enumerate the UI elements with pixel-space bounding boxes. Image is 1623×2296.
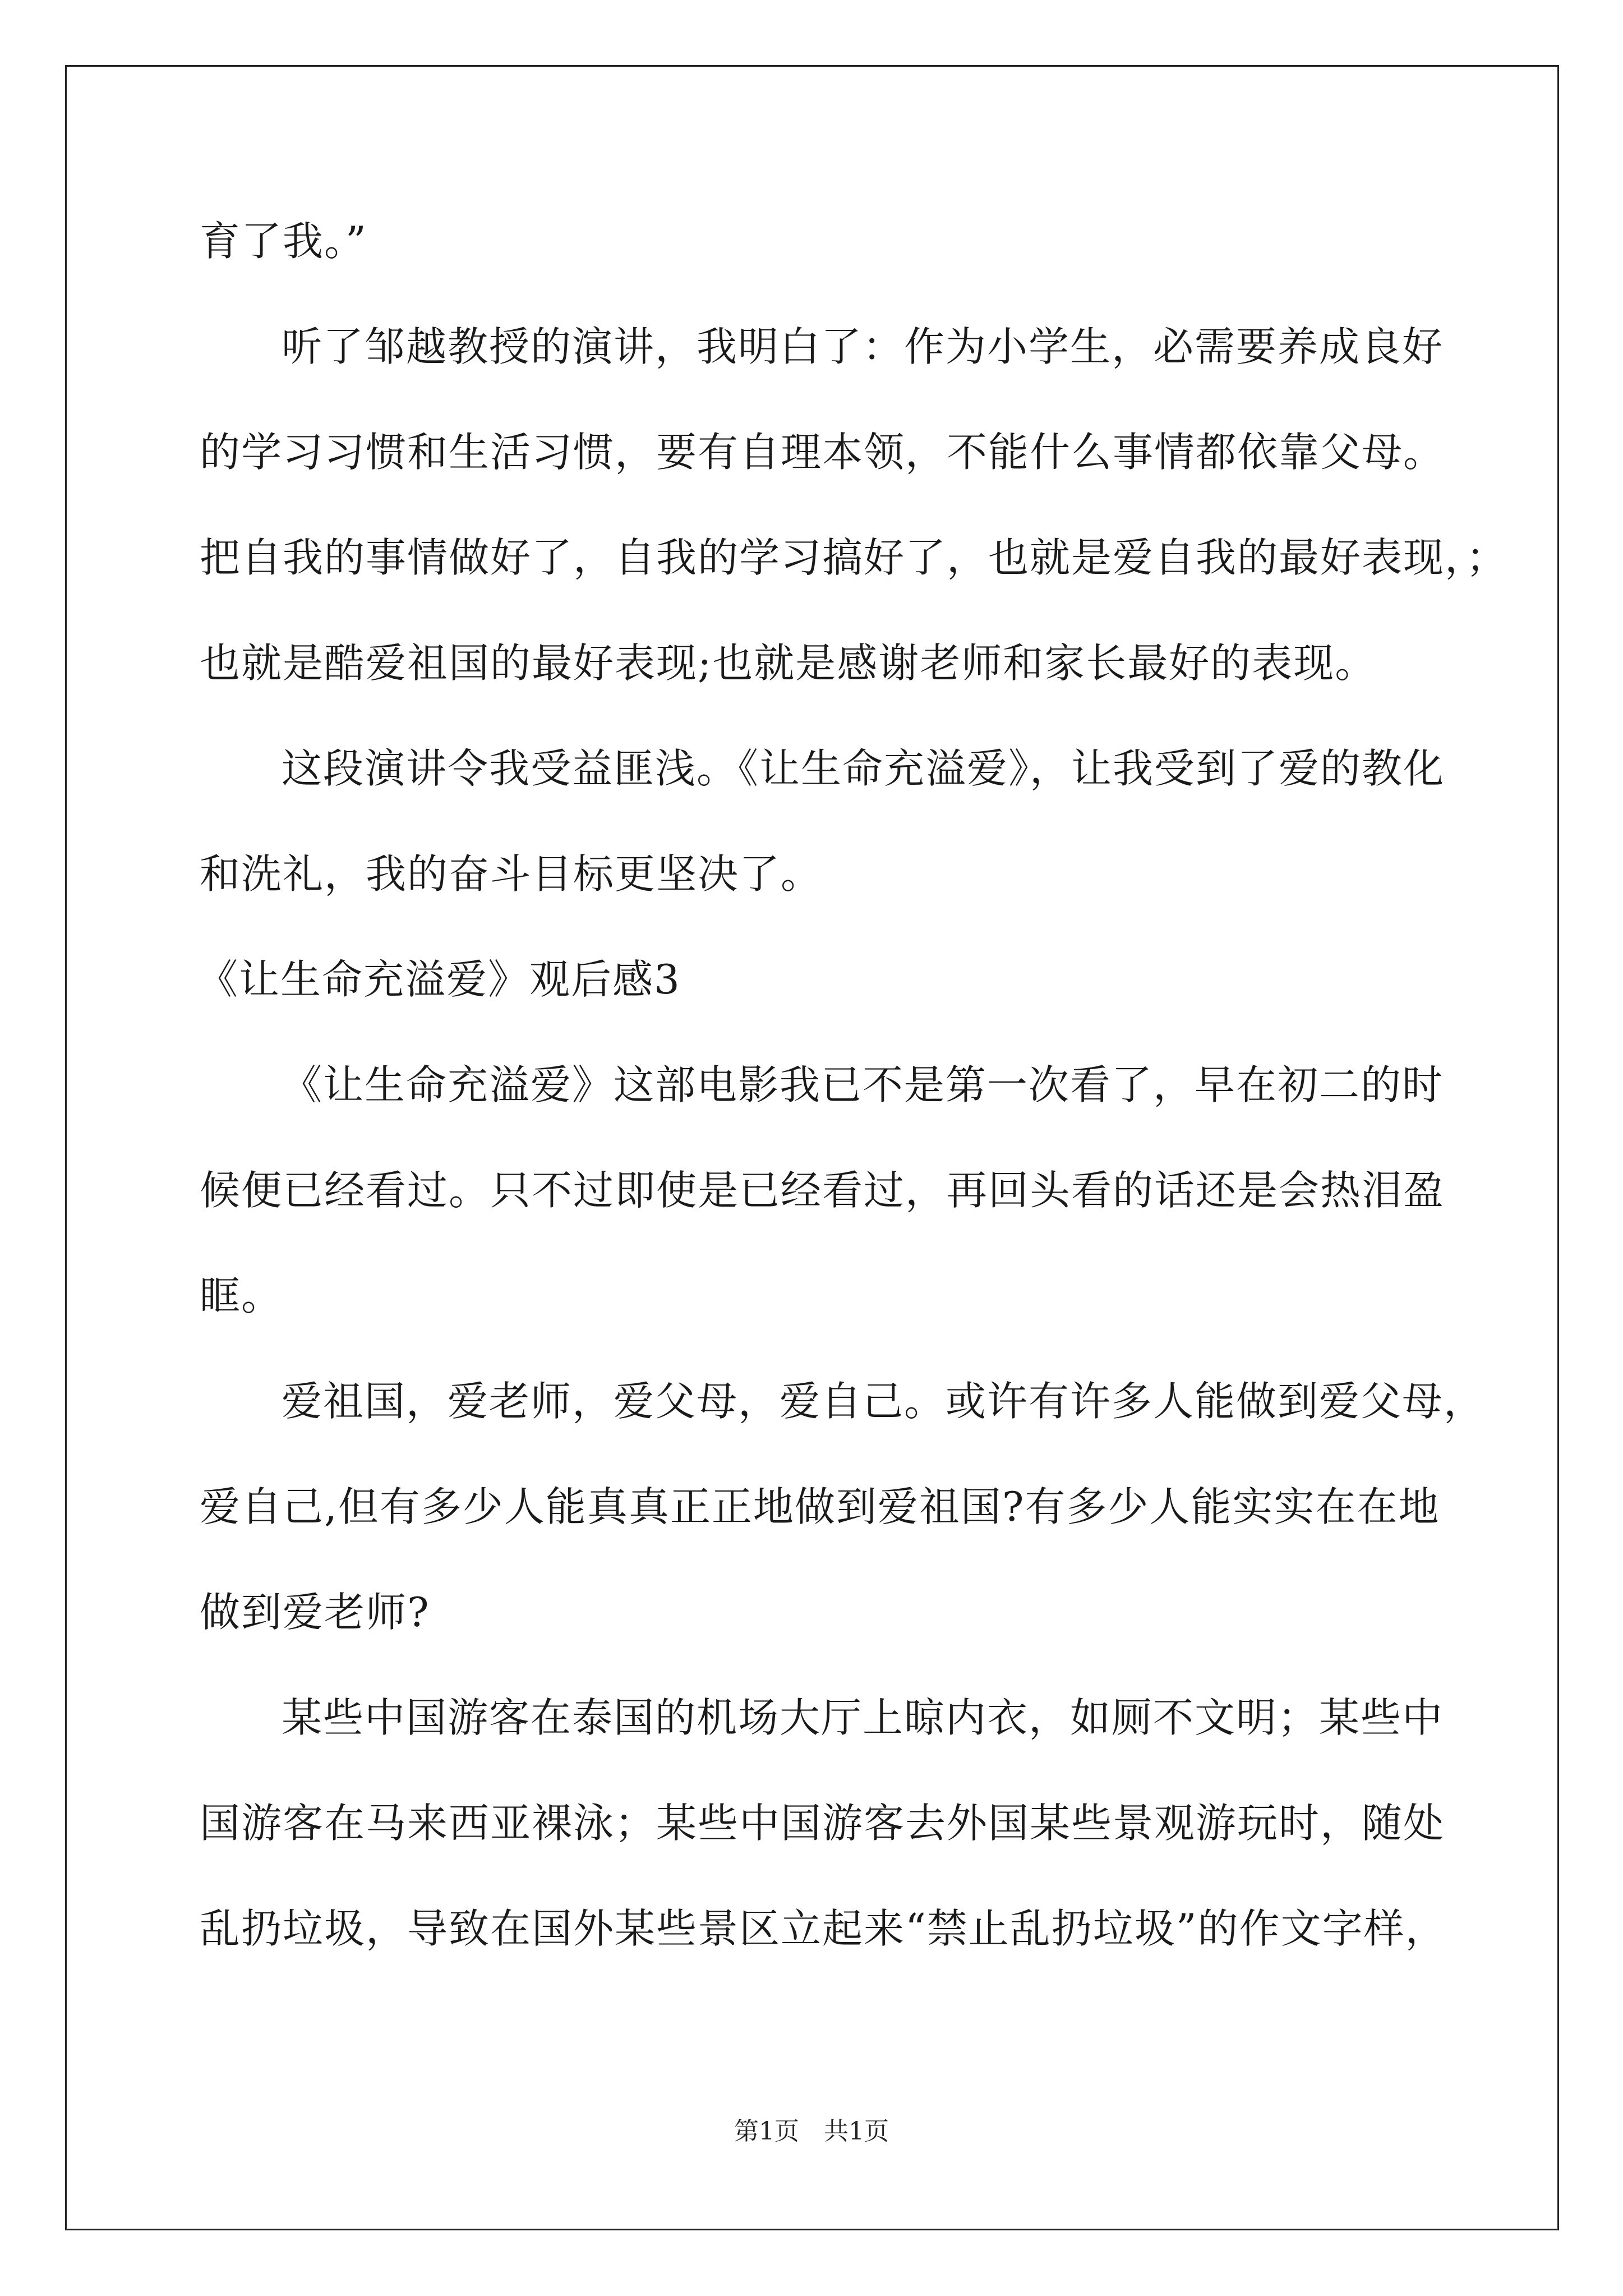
text-line: 的学习习惯和生活习惯，要有自理本领，不能什么事情都依靠父母。	[200, 429, 1445, 476]
text-line: 爱祖国，爱老师，爱父母，爱自己。或许有许多人能做到爱父母，	[282, 1378, 1486, 1425]
text-line: 《让生命充溢爱》这部电影我已不是第一次看了，早在初二的时	[282, 1061, 1444, 1108]
text-line: 听了邹越教授的演讲，我明白了：作为小学生，必需要养成良好	[282, 323, 1444, 370]
text-line: 也就是酷爱祖国的最好表现;也就是感谢老师和家长最好的表现。	[200, 639, 1377, 687]
text-line: 做到爱老师?	[200, 1589, 430, 1636]
text-line: 国游客在马来西亚裸泳；某些中国游客去外国某些景观游玩时，随处	[200, 1800, 1445, 1847]
text-line: 把自我的事情做好了，自我的学习搞好了，也就是爱自我的最好表现，；	[200, 534, 1508, 581]
page-footer: 第1页 共1页	[734, 2117, 889, 2146]
text-line: 乱扔垃圾，导致在国外某些景区立起来“禁止乱扔垃圾”的作文字样，	[200, 1905, 1447, 1952]
section-heading: 《让生命充溢爱》观后感3	[197, 956, 681, 1003]
text-line: 和洗礼，我的奋斗目标更坚决了。	[200, 850, 823, 898]
text-line: 候便已经看过。只不过即使是已经看过，再回头看的话还是会热泪盈	[200, 1167, 1445, 1214]
text-line: 爱自己,但有多少人能真真正正地做到爱祖国?有多少人能实实在在地	[200, 1483, 1440, 1530]
text-line: 这段演讲令我受益匪浅。《让生命充溢爱》，让我受到了爱的教化	[282, 745, 1445, 792]
text-line: 某些中国游客在泰国的机场大厅上晾内衣，如厕不文明；某些中	[282, 1694, 1444, 1741]
text-line: 眶。	[200, 1272, 283, 1319]
text-line: 育了我。”	[200, 218, 367, 265]
